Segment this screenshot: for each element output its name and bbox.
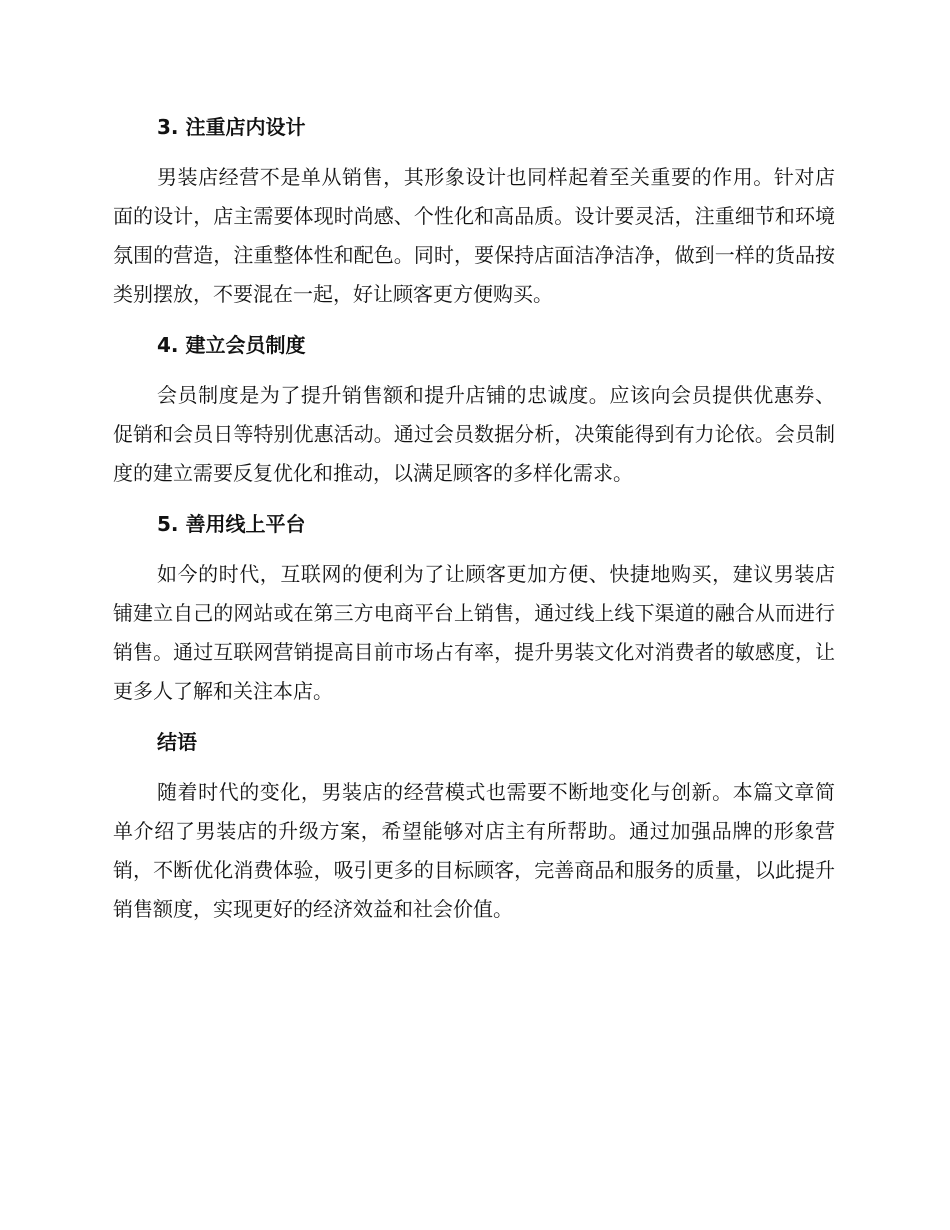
section-paragraph: 如今的时代，互联网的便利为了让顾客更加方便、快捷地购买，建议男装店铺建立自己的网站或在第三方电商平台上销售，通过线上线下渠道的融合从而进行销售。通过互联网营销提高目前市场占有率，提升男装文化对消费者的敏感度，让更多人了解和关注本店。 [113, 562, 835, 703]
section-paragraph: 会员制度是为了提升销售额和提升店铺的忠诚度。应该向会员提供优惠券、促销和会员日等特别优惠活动。通过会员数据分析，决策能得到有力论依。会员制度的建立需要反复优化和推动，以满足顾客的多样化需求。 [113, 383, 835, 485]
section-membership [113, 326, 835, 493]
section-paragraph: 随着时代的变化，男装店的经营模式也需要不断地变化与创新。本篇文章简单介绍了男装店的升级方案，希望能够对店主有所帮助。通过加强品牌的形象营销，不断优化消费体验，吸引更多的目标顾客，完善商品和服务的质量，以此提升销售额度，实现更好的经济效益和社会价值。 [113, 780, 835, 921]
section-heading: 结语 [157, 730, 197, 754]
section-heading: 4. 建立会员制度 [157, 333, 306, 357]
section-paragraph: 男装店经营不是单从销售，其形象设计也同样起着至关重要的作用。针对店面的设计，店主需要体现时尚感、个性化和高品质。设计要灵活，注重细节和环境氛围的营造，注重整体性和配色。同时，要保持店面洁净洁净，做到一样的货品按类别摆放，不要混在一起，好让顾客更方便购买。 [113, 165, 835, 306]
document-body [113, 108, 835, 941]
section-online-platform [113, 505, 835, 711]
section-store-design [113, 108, 835, 314]
section-heading: 3. 注重店内设计 [157, 115, 306, 139]
section-conclusion [113, 723, 835, 929]
section-heading: 5. 善用线上平台 [157, 512, 306, 536]
